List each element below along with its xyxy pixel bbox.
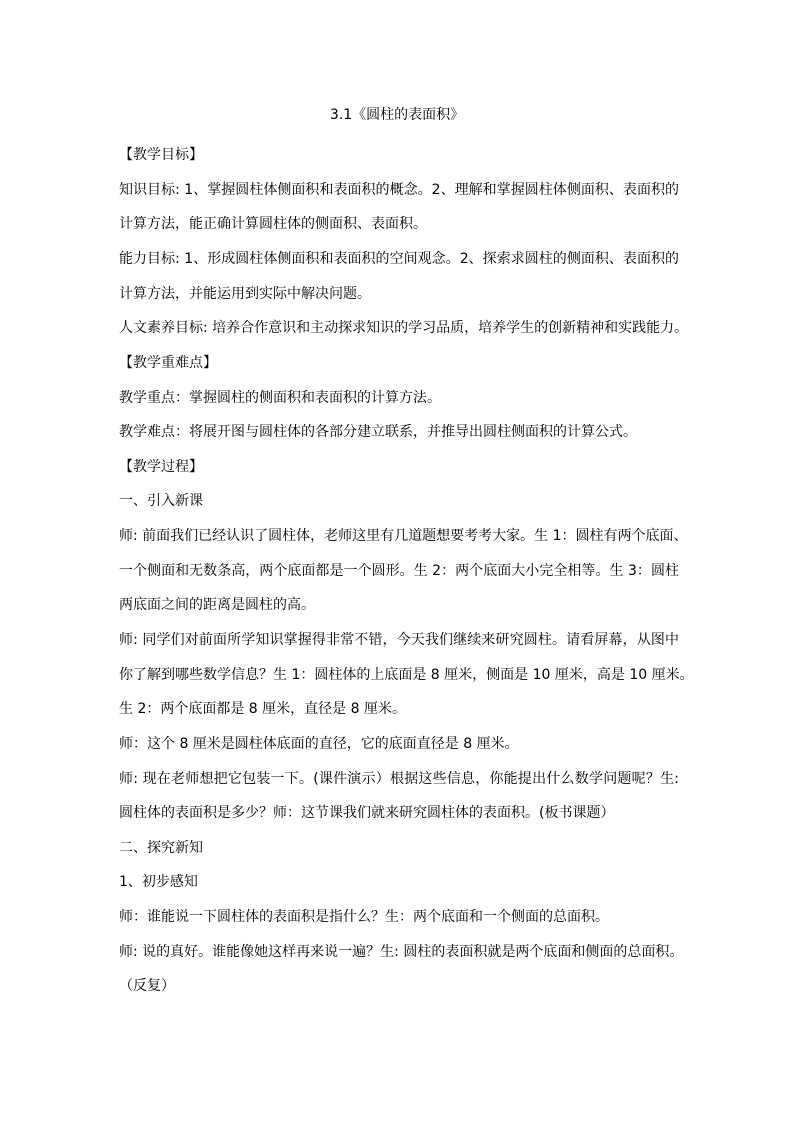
paragraph-line: 师：谁能说一下圆柱体的表面积是指什么？生：两个底面和一个侧面的总面积。 — [119, 909, 609, 925]
paragraph-line: 师：这个 8 厘米是圆柱体底面的直径，它的底面直径是 8 厘米。 — [119, 736, 519, 752]
paragraph-line: 师: 说的真好。谁能像她这样再来说一遍？生: 圆柱的表面积就是两个底面和侧面的总面积。 — [119, 944, 684, 960]
subsection-heading: 二、探究新知 — [119, 840, 203, 856]
paragraph-line: 圆柱体的表面积是多少？师：这节课我们就来研究圆柱体的表面积。(板书课题） — [119, 805, 615, 821]
paragraph-line: 两底面之间的距离是圆柱的高。 — [119, 597, 315, 613]
paragraph-line: 人文素养目标: 培养合作意识和主动探求知识的学习品质，培养学生的创新精神和实践能力。 — [119, 320, 689, 336]
document-title: 3.1《圆柱的表面积》 — [329, 107, 465, 123]
paragraph-line: （反复） — [119, 978, 175, 994]
paragraph-line: 教学重点：掌握圆柱的侧面积和表面积的计算方法。 — [119, 390, 441, 406]
paragraph-line: 生 2：两个底面都是 8 厘米，直径是 8 厘米。 — [119, 701, 406, 717]
paragraph-line: 师: 现在老师想把它包装一下。(课件演示）根据这些信息，你能提出什么数学问题呢？生: — [119, 771, 679, 787]
paragraph-line: 师: 前面我们已经认识了圆柱体，老师这里有几道题想要考考大家。生 1：圆柱有两个底面、 — [119, 528, 688, 544]
subsection-heading: 1、初步感知 — [119, 874, 198, 890]
section-heading-key-points: 【教学重难点】 — [119, 355, 217, 371]
paragraph-line: 教学难点：将展开图与圆柱体的各部分建立联系，并推导出圆柱侧面积的计算公式。 — [119, 424, 637, 440]
paragraph-line: 师: 同学们对前面所学知识掌握得非常不错，今天我们继续来研究圆柱。请看屏幕，从图中 — [119, 632, 679, 648]
paragraph-line: 一个侧面和无数条高，两个底面都是一个圆形。生 2：两个底面大小完全相等。生 3：圆柱 — [119, 563, 679, 579]
section-heading-process: 【教学过程】 — [119, 459, 203, 475]
section-heading-objectives: 【教学目标】 — [119, 147, 203, 163]
paragraph-line: 计算方法，并能运用到实际中解决问题。 — [119, 286, 371, 302]
paragraph-line: 知识目标: 1、掌握圆柱体侧面积和表面积的概念。2、理解和掌握圆柱体侧面积、表面积的 — [119, 182, 679, 198]
paragraph-line: 能力目标: 1、形成圆柱体侧面积和表面积的空间观念。2、探索求圆柱的侧面积、表面积的 — [119, 251, 679, 267]
paragraph-line: 计算方法，能正确计算圆柱体的侧面积、表面积。 — [119, 216, 427, 232]
paragraph-line: 你了解到哪些数学信息？生 1：圆柱体的上底面是 8 厘米，侧面是 10 厘米，高是 10 厘米。 — [119, 667, 694, 683]
subsection-heading: 一、引入新课 — [119, 493, 203, 509]
